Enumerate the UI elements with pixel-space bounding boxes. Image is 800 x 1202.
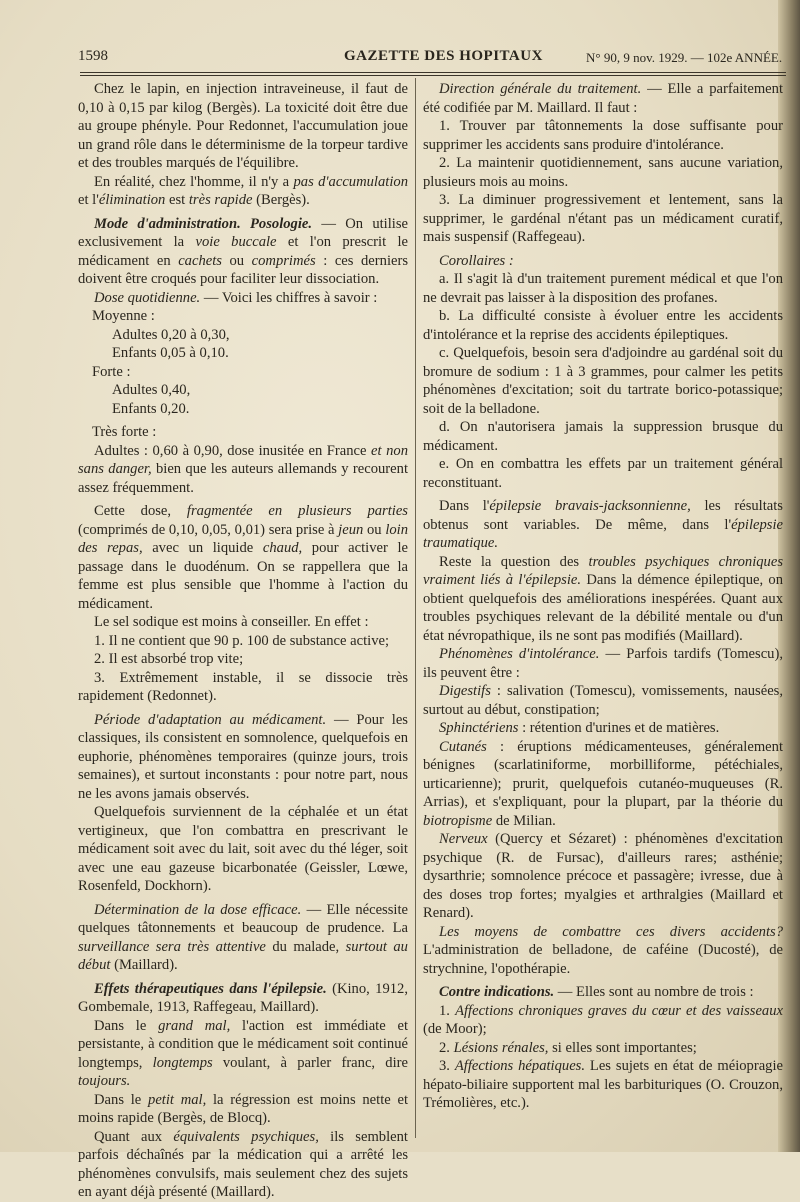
paragraph: Reste la question des troubles psychiques chroniques vraiment liés à l'épilepsie. Dans la démence épileptique, on obtient quelquefois des améliorations inespérées. Quant aux troubles psychiques relevant de la débilité mentale ou d'un état névropathique, ils ne sont pas modifiés (Maillard). [423, 553, 784, 644]
section-heading: Effets thérapeutiques dans l'épilepsie. [94, 980, 327, 997]
paragraph: Dans l'épilepsie bravais-jacksonnienne, les résultats obtenus sont variables. De même, dans l'épilepsie traumatique. [423, 498, 783, 551]
paragraph: Phénomènes d'intolérance. — Parfois tardifs (Tomescu), ils peuvent être : [423, 646, 783, 681]
section-heading: Détermination de la dose efficace. [94, 901, 302, 918]
paragraph: Chez le lapin, en injection intraveineuse, il faut de 0,10 à 0,15 par kilog (Bergès). La toxicité doit être due au groupe phényle. Pour Redonnet, l'accumulation joue un grand rôle dans le déterminisme de la torpeur tardive et des troubles marqués de l'équilibre. [78, 81, 408, 171]
paragraph: Digestifs : salivation (Tomescu), vomissements, nausées, surtout au début, constipation; [423, 683, 783, 718]
list-item: 3. Extrêmement instable, il se dissocie très rapidement (Redonnet). [78, 669, 408, 704]
right-column [423, 80, 783, 1113]
page-number: 1598 [78, 48, 108, 64]
paragraph: Dans le grand mal, l'action est immédiate et persistante, à condition que le médicament soit continué longtemps, longtemps voulant, à parler franc, dire toujours. [78, 1017, 408, 1089]
list-item: 1. Affections chroniques graves du cœur et des vaisseaux (de Moor); [423, 1002, 784, 1037]
paragraph: Contre indications. — Elles sont au nombre de trois : [439, 984, 754, 1000]
issue-info: N° 90, 9 nov. 1929. — 102e ANNÉE. [586, 50, 783, 65]
dose-line: Adultes 0,20 à 0,30, [112, 326, 230, 343]
list-item: 3. Affections hépatiques. Les sujets en état de méiopragie hépato-biliaire supportent mal les barbituriques (O. Crouzon, Trémolières, etc.). [423, 1058, 784, 1111]
paragraph: Sphinctériens : rétention d'urines et de matières. [439, 720, 720, 736]
list-item: c. Quelquefois, besoin sera d'adjoindre au gardénal soit du bromure de sodium : 1 à 3 grammes, pour calmer les petits phénomènes d'excitation; soit du tartrate borico-potassique; soit de la belladone. [423, 345, 783, 417]
paragraph: Adultes : 0,60 à 0,90, dose inusitée en France et non sans danger, bien que les auteurs allemands y recourent assez fréquemment. [78, 442, 408, 496]
paragraph: Période d'adaptation au médicament. — Pour les classiques, ils consistent en somnolence, quelquefois en euphorie, phénomènes temporaires (quinze jours, trois semaines), et surtout inconstants : pour notre part, nous ne les avons jamais observés. [78, 711, 408, 802]
section-heading: Mode d'administration. Posologie. [94, 215, 313, 232]
left-column [78, 80, 408, 1202]
paragraph: Effets thérapeutiques dans l'épilepsie. (Kino, 1912, Gombemale, 1913, Raffegeau, Maillard). [78, 980, 408, 1015]
journal-title: GAZETTE DES HOPITAUX [344, 48, 543, 64]
dose-label: Moyenne : [92, 308, 155, 324]
paragraph: Le sel sodique est moins à conseiller. En effet : [94, 614, 369, 630]
list-item: a. Il s'agit là d'un traitement purement médical et que l'on ne devrait pas laisser à la disposition des profanes. [423, 271, 783, 306]
dose-line: Enfants 0,20. [112, 400, 190, 417]
dose-line: Enfants 0,05 à 0,10. [112, 345, 229, 361]
list-item: b. La difficulté consiste à évoluer entre les accidents d'intolérance et la reprise des accidents épileptiques. [423, 308, 783, 343]
paragraph: Quelquefois surviennent de la céphalée et un état vertigineux, que l'on combattra en prescrivant le médicament soit avec du lait, soit avec du thé léger, soit avec une eau gazeuse bicarbonatée (Geissler, Lœwe, Rosenfeld, Dockhorn). [78, 804, 408, 894]
header-rule [80, 72, 786, 73]
section-heading: Période d'adaptation au médicament. [94, 711, 327, 728]
list-item: 1. Il ne contient que 90 p. 100 de substance active; [94, 632, 390, 649]
list-item: d. On n'autorisera jamais la suppression brusque du médicament. [423, 419, 783, 454]
page-header [78, 44, 783, 72]
dose-line: Adultes 0,40, [112, 382, 191, 398]
section-heading: Contre indications. [439, 984, 555, 1000]
section-heading: Corollaires : [439, 252, 514, 269]
column-divider [415, 78, 416, 1138]
paragraph: Détermination de la dose efficace. — Elle nécessite quelques tâtonnements et beaucoup de prudence. La surveillance sera très attentive du malade, surtout au début (Maillard). [78, 901, 408, 973]
paragraph: Cutanés : éruptions médicamenteuses, généralement bénignes (scarlatiniforme, morbilliforme, pétéchiales, urticarienne); prurit, quelquefois cutanéo-muqueuses (R. Arrias), et s'expliquant, pour la plupart, par la théorie du biotropisme de Milian. [423, 738, 783, 829]
header-rule-2 [80, 75, 786, 76]
paragraph: Quant aux équivalents psychiques, ils semblent parfois déchaînés par la médication qui a arrêté les phénomènes convulsifs, mais seulement chez des sujets en ayant déjà présenté (Maillard). [78, 1128, 408, 1200]
paragraph: Mode d'administration. Posologie. — On utilise exclusivement la voie buccale et l'on prescrit le médicament en cachets ou comprimés : ces derniers doivent être croqués pour faciliter leur dissociation. [78, 215, 409, 287]
list-item: 2. La maintenir quotidiennement, sans aucune variation, plusieurs mois au moins. [423, 155, 783, 190]
list-item: e. On en combattra les effets par un traitement général reconstituant. [423, 456, 783, 491]
section-heading: Phénomènes d'intolérance. [439, 646, 600, 662]
list-item: 3. La diminuer progressivement et lentement, sans la supprimer, le gardénal n'étant pas un médicament curatif, mais suspensif (Raffegeau). [423, 192, 783, 245]
paragraph: Dans le petit mal, la régression est moins nette et moins rapide (Bergès, de Blocq). [78, 1091, 408, 1126]
paragraph: Nerveux (Quercy et Sézaret) : phénomènes d'excitation psychique (R. de Fursac), d'ailleurs rares; asthénie; dysarthrie; somnolence précoce et passagère; ivresse, due à des doses trop fortes; myalgies et arthralgies (Maillard et Renard). [423, 831, 783, 921]
list-item: 1. Trouver par tâtonnements la dose suffisante pour supprimer les accidents sans produire d'intolérance. [423, 118, 783, 153]
paragraph: Les moyens de combattre ces divers accidents? L'administration de belladone, de caféine (Ducosté), de strychnine, l'opothérapie. [423, 923, 783, 977]
list-item: 2. Il est absorbé trop vite; [94, 651, 244, 667]
dose-label: Forte : [92, 363, 131, 380]
section-heading: Direction générale du traitement. [439, 81, 642, 97]
dose-label: Très forte : [92, 424, 157, 440]
list-item: 2. Lésions rénales, si elles sont importantes; [439, 1039, 697, 1056]
paragraph: Direction générale du traitement. — Elle a parfaitement été codifiée par M. Maillard. Il faut : [423, 81, 783, 116]
paragraph: Cette dose, fragmentée en plusieurs parties (comprimés de 0,10, 0,05, 0,01) sera prise à jeun ou loin des repas, avec un liquide chaud, pour activer le passage dans le duodénum. On se rappellera que la femme est plus sensible que l'homme à l'action du médicament. [78, 503, 409, 612]
paragraph: Dose quotidienne. — Voici les chiffres à savoir : [94, 289, 378, 306]
paragraph: En réalité, chez l'homme, il n'y a pas d'accumulation et l'élimination est très rapide (Bergès). [78, 173, 408, 208]
